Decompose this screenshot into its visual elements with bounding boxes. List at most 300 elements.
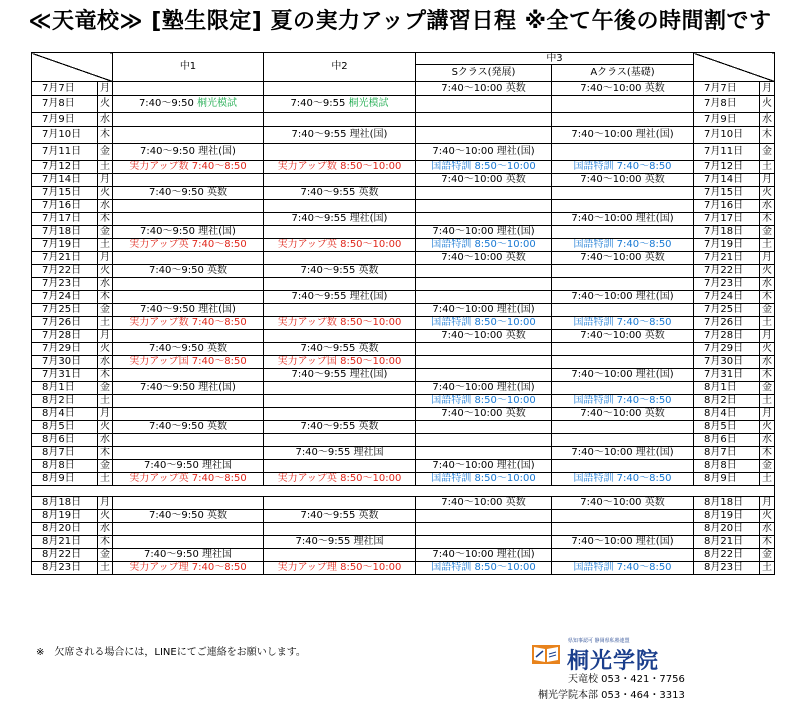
chu3-a-cell: 国語特訓 7:40～8:50 — [552, 317, 694, 330]
table-row — [32, 213, 775, 226]
chu3-s-cell: 7:40～10:00 理社(国) — [416, 460, 552, 473]
page-title: ≪天竜校≫ [塾生限定] 夏の実力アップ講習日程 ※全て午後の時間割です — [28, 9, 772, 34]
weekday-cell-right: 木 — [760, 536, 775, 549]
chu2-cell — [264, 382, 416, 395]
table-row — [32, 497, 775, 510]
table-row — [32, 408, 775, 421]
table-row — [32, 317, 775, 330]
date-cell: 7月14日 — [32, 174, 98, 187]
weekday-cell: 土 — [98, 473, 113, 486]
table-row — [32, 144, 775, 161]
table-row — [32, 239, 775, 252]
chu1-cell: 実力アップ国 7:40～8:50 — [113, 356, 264, 369]
table-row — [32, 369, 775, 382]
table-row — [32, 174, 775, 187]
chu3-s-cell: 7:40～10:00 理社(国) — [416, 382, 552, 395]
date-cell: 7月24日 — [32, 291, 98, 304]
weekday-cell: 火 — [98, 510, 113, 523]
date-cell: 8月1日 — [32, 382, 98, 395]
chu1-cell — [113, 213, 264, 226]
chu3-s-cell: 7:40～10:00 英数 — [416, 252, 552, 265]
footer-note: ※ 欠席される場合には，LINEにてご連絡をお願いします。 — [36, 647, 306, 658]
weekday-cell-right: 月 — [760, 174, 775, 187]
chu2-cell — [264, 113, 416, 127]
weekday-cell: 火 — [98, 421, 113, 434]
weekday-cell-right: 月 — [760, 252, 775, 265]
chu3-a-cell: 7:40～10:00 理社(国) — [552, 369, 694, 382]
chu3-a-cell: 国語特訓 7:40～8:50 — [552, 473, 694, 486]
weekday-cell-right: 木 — [760, 447, 775, 460]
chu2-cell: 実力アップ国 8:50～10:00 — [264, 356, 416, 369]
chu1-cell: 実力アップ英 7:40～8:50 — [113, 239, 264, 252]
table-row — [32, 473, 775, 486]
date-cell: 7月12日 — [32, 161, 98, 174]
table-row — [32, 510, 775, 523]
corner-cell-right — [694, 53, 775, 82]
weekday-cell: 土 — [98, 161, 113, 174]
date-cell-right: 7月28日 — [694, 330, 760, 343]
chu3-a-cell — [552, 200, 694, 213]
table-row — [32, 330, 775, 343]
chu2-time: 7:40～9:55 — [290, 98, 346, 109]
date-cell: 7月10日 — [32, 127, 98, 144]
chu2-cell — [264, 304, 416, 317]
chu2-cell — [264, 395, 416, 408]
chu2-cell — [264, 82, 416, 96]
weekday-cell: 月 — [98, 174, 113, 187]
table-row — [32, 161, 775, 174]
chu3-s-cell — [416, 510, 552, 523]
chu3-s-cell — [416, 213, 552, 226]
chu3-a-cell — [552, 96, 694, 113]
chu2-cell — [264, 226, 416, 239]
chu1-cell — [113, 395, 264, 408]
chu1-cell — [113, 96, 264, 113]
date-cell: 8月8日 — [32, 460, 98, 473]
chu1-cell: 7:40～9:50 理社国 — [113, 460, 264, 473]
table-row — [32, 113, 775, 127]
chu1-cell — [113, 536, 264, 549]
table-row — [32, 421, 775, 434]
chu3-s-cell — [416, 421, 552, 434]
date-cell: 8月23日 — [32, 562, 98, 575]
date-cell: 7月31日 — [32, 369, 98, 382]
weekday-cell-right: 火 — [760, 421, 775, 434]
chu3-s-cell: 7:40～10:00 英数 — [416, 82, 552, 96]
chu1-cell — [113, 278, 264, 291]
table-row — [32, 96, 775, 113]
date-cell-right: 8月19日 — [694, 510, 760, 523]
chu2-cell: 7:40～9:55 理社国 — [264, 447, 416, 460]
date-cell: 7月21日 — [32, 252, 98, 265]
schedule-table — [31, 52, 775, 575]
date-cell: 8月18日 — [32, 497, 98, 510]
date-cell: 7月23日 — [32, 278, 98, 291]
table-row — [32, 304, 775, 317]
date-cell-right: 7月24日 — [694, 291, 760, 304]
chu1-cell: 実力アップ理 7:40～8:50 — [113, 562, 264, 575]
weekday-cell-right: 火 — [760, 187, 775, 200]
chu3-s-cell — [416, 278, 552, 291]
weekday-cell-right: 木 — [760, 291, 775, 304]
date-cell-right: 8月18日 — [694, 497, 760, 510]
date-cell: 7月15日 — [32, 187, 98, 200]
chu1-cell: 7:40～9:50 理社国 — [113, 549, 264, 562]
date-cell: 7月16日 — [32, 200, 98, 213]
weekday-cell: 金 — [98, 549, 113, 562]
chu1-exam-label: 桐光模試 — [197, 98, 238, 109]
weekday-cell: 月 — [98, 82, 113, 96]
chu2-cell: 7:40～9:55 英数 — [264, 510, 416, 523]
weekday-cell: 火 — [98, 265, 113, 278]
chu2-cell — [264, 434, 416, 447]
chu2-cell: 7:40～9:55 理社(国) — [264, 369, 416, 382]
chu3-s-cell — [416, 343, 552, 356]
chu1-cell: 7:40～9:50 英数 — [113, 421, 264, 434]
chu3-a-cell: 国語特訓 7:40～8:50 — [552, 395, 694, 408]
weekday-cell: 木 — [98, 536, 113, 549]
weekday-cell-right: 水 — [760, 200, 775, 213]
table-row — [32, 382, 775, 395]
header-s-class: Sクラス(発展) — [416, 65, 552, 82]
chu3-s-cell: 7:40～10:00 理社(国) — [416, 144, 552, 161]
date-cell: 7月19日 — [32, 239, 98, 252]
table-row — [32, 356, 775, 369]
weekday-cell-right: 土 — [760, 239, 775, 252]
chu3-s-cell: 国語特訓 8:50～10:00 — [416, 395, 552, 408]
weekday-cell-right: 火 — [760, 343, 775, 356]
chu2-cell — [264, 144, 416, 161]
header-chu2: 中2 — [264, 53, 416, 82]
weekday-cell: 木 — [98, 291, 113, 304]
chu3-s-cell — [416, 265, 552, 278]
chu2-cell — [264, 278, 416, 291]
weekday-cell-right: 水 — [760, 113, 775, 127]
weekday-cell: 水 — [98, 523, 113, 536]
chu1-cell: 7:40～9:50 英数 — [113, 265, 264, 278]
table-row — [32, 278, 775, 291]
weekday-cell: 土 — [98, 317, 113, 330]
date-cell: 7月18日 — [32, 226, 98, 239]
chu2-cell: 7:40～9:55 英数 — [264, 343, 416, 356]
weekday-cell-right: 木 — [760, 213, 775, 226]
chu3-a-cell: 7:40～10:00 理社(国) — [552, 213, 694, 226]
chu3-s-cell: 国語特訓 8:50～10:00 — [416, 473, 552, 486]
chu3-a-cell — [552, 278, 694, 291]
chu2-cell: 7:40～9:55 理社(国) — [264, 213, 416, 226]
chu2-cell — [264, 96, 416, 113]
header-chu3: 中3 — [416, 53, 694, 65]
chu1-cell — [113, 127, 264, 144]
chu3-a-cell: 7:40～10:00 英数 — [552, 497, 694, 510]
chu3-s-cell — [416, 291, 552, 304]
chu3-a-cell: 7:40～10:00 英数 — [552, 408, 694, 421]
date-cell-right: 7月30日 — [694, 356, 760, 369]
table-row — [32, 549, 775, 562]
header-a-class: Aクラス(基礎) — [552, 65, 694, 82]
chu3-s-cell — [416, 356, 552, 369]
weekday-cell: 火 — [98, 343, 113, 356]
date-cell-right: 8月1日 — [694, 382, 760, 395]
chu3-s-cell — [416, 127, 552, 144]
date-cell-right: 7月15日 — [694, 187, 760, 200]
weekday-cell: 木 — [98, 369, 113, 382]
weekday-cell: 木 — [98, 447, 113, 460]
chu2-cell — [264, 330, 416, 343]
date-cell-right: 7月23日 — [694, 278, 760, 291]
table-row — [32, 447, 775, 460]
weekday-cell: 金 — [98, 226, 113, 239]
chu1-cell: 7:40～9:50 英数 — [113, 510, 264, 523]
contact-tenryu: 天竜校 053・421・7756 — [568, 674, 685, 685]
date-cell: 7月11日 — [32, 144, 98, 161]
date-cell: 7月7日 — [32, 82, 98, 96]
date-cell-right: 8月21日 — [694, 536, 760, 549]
chu2-cell: 実力アップ英 8:50～10:00 — [264, 473, 416, 486]
chu1-cell — [113, 291, 264, 304]
date-cell-right: 7月29日 — [694, 343, 760, 356]
date-cell: 8月2日 — [32, 395, 98, 408]
chu2-cell: 実力アップ理 8:50～10:00 — [264, 562, 416, 575]
table-row — [32, 460, 775, 473]
weekday-cell-right: 水 — [760, 278, 775, 291]
chu1-cell — [113, 497, 264, 510]
chu3-a-cell — [552, 343, 694, 356]
weekday-cell: 木 — [98, 213, 113, 226]
chu3-s-cell — [416, 536, 552, 549]
weekday-cell: 火 — [98, 96, 113, 113]
chu1-cell: 7:40～9:50 英数 — [113, 187, 264, 200]
weekday-cell-right: 金 — [760, 382, 775, 395]
date-cell: 7月30日 — [32, 356, 98, 369]
chu3-s-cell — [416, 200, 552, 213]
chu3-a-cell — [552, 265, 694, 278]
date-cell: 8月21日 — [32, 536, 98, 549]
date-cell: 8月19日 — [32, 510, 98, 523]
date-cell-right: 8月7日 — [694, 447, 760, 460]
date-cell: 7月29日 — [32, 343, 98, 356]
corner-cell — [32, 53, 113, 82]
chu3-a-cell — [552, 382, 694, 395]
chu3-a-cell — [552, 523, 694, 536]
table-row — [32, 200, 775, 213]
weekday-cell-right: 金 — [760, 144, 775, 161]
table-row — [32, 226, 775, 239]
chu1-cell — [113, 523, 264, 536]
chu1-cell — [113, 447, 264, 460]
chu3-s-cell — [416, 96, 552, 113]
chu3-a-cell: 国語特訓 7:40～8:50 — [552, 562, 694, 575]
date-cell-right: 7月14日 — [694, 174, 760, 187]
chu1-cell: 実力アップ数 7:40～8:50 — [113, 161, 264, 174]
weekday-cell: 金 — [98, 304, 113, 317]
date-cell: 7月8日 — [32, 96, 98, 113]
date-cell-right: 8月6日 — [694, 434, 760, 447]
chu3-a-cell: 7:40～10:00 英数 — [552, 252, 694, 265]
date-cell: 8月6日 — [32, 434, 98, 447]
date-cell: 8月20日 — [32, 523, 98, 536]
weekday-cell-right: 金 — [760, 549, 775, 562]
weekday-cell: 土 — [98, 395, 113, 408]
chu1-cell — [113, 369, 264, 382]
weekday-cell: 金 — [98, 460, 113, 473]
chu3-a-cell: 7:40～10:00 理社(国) — [552, 447, 694, 460]
chu3-a-cell: 7:40～10:00 理社(国) — [552, 291, 694, 304]
chu2-cell: 7:40～9:55 理社国 — [264, 536, 416, 549]
date-cell-right: 7月11日 — [694, 144, 760, 161]
chu3-s-cell: 7:40～10:00 理社(国) — [416, 304, 552, 317]
chu2-cell: 実力アップ数 8:50～10:00 — [264, 317, 416, 330]
chu2-cell: 7:40～9:55 英数 — [264, 265, 416, 278]
chu3-s-cell — [416, 523, 552, 536]
weekday-cell: 土 — [98, 239, 113, 252]
weekday-cell: 月 — [98, 252, 113, 265]
chu1-cell: 7:40～9:50 理社(国) — [113, 304, 264, 317]
chu3-a-cell — [552, 113, 694, 127]
weekday-cell-right: 火 — [760, 265, 775, 278]
chu2-cell — [264, 549, 416, 562]
date-cell-right: 8月5日 — [694, 421, 760, 434]
school-logo — [531, 635, 721, 674]
date-cell-right: 8月22日 — [694, 549, 760, 562]
date-cell-right: 8月2日 — [694, 395, 760, 408]
weekday-cell-right: 水 — [760, 523, 775, 536]
date-cell-right: 7月17日 — [694, 213, 760, 226]
weekday-cell-right: 土 — [760, 395, 775, 408]
chu2-cell: 7:40～9:55 英数 — [264, 187, 416, 200]
weekday-cell: 月 — [98, 408, 113, 421]
chu3-s-cell — [416, 434, 552, 447]
chu1-cell — [113, 252, 264, 265]
weekday-cell: 木 — [98, 127, 113, 144]
chu3-a-cell: 7:40～10:00 英数 — [552, 174, 694, 187]
chu1-cell — [113, 434, 264, 447]
chu3-s-cell: 7:40～10:00 英数 — [416, 408, 552, 421]
weekday-cell-right: 月 — [760, 408, 775, 421]
date-cell-right: 7月8日 — [694, 96, 760, 113]
weekday-cell-right: 月 — [760, 330, 775, 343]
date-cell: 7月9日 — [32, 113, 98, 127]
date-cell-right: 8月9日 — [694, 473, 760, 486]
chu3-s-cell: 国語特訓 8:50～10:00 — [416, 317, 552, 330]
date-cell-right: 8月20日 — [694, 523, 760, 536]
weekday-cell-right: 月 — [760, 82, 775, 96]
chu3-a-cell — [552, 510, 694, 523]
chu3-a-cell: 7:40～10:00 理社(国) — [552, 536, 694, 549]
date-cell: 7月22日 — [32, 265, 98, 278]
chu1-cell — [113, 174, 264, 187]
weekday-cell: 水 — [98, 200, 113, 213]
weekday-cell: 水 — [98, 278, 113, 291]
table-row — [32, 252, 775, 265]
weekday-cell: 水 — [98, 113, 113, 127]
date-cell-right: 7月12日 — [694, 161, 760, 174]
chu3-a-cell — [552, 226, 694, 239]
chu2-exam-label: 桐光模試 — [348, 98, 389, 109]
chu3-s-cell — [416, 113, 552, 127]
weekday-cell-right: 火 — [760, 96, 775, 113]
chu3-a-cell — [552, 144, 694, 161]
date-cell: 7月25日 — [32, 304, 98, 317]
contact-hq: 桐光学院本部 053・464・3313 — [538, 690, 685, 701]
weekday-cell: 火 — [98, 187, 113, 200]
chu3-s-cell: 国語特訓 8:50～10:00 — [416, 239, 552, 252]
chu1-cell — [113, 200, 264, 213]
date-cell-right: 8月23日 — [694, 562, 760, 575]
logo-accreditation: 県知事認可 静岡県私塾連盟 — [568, 638, 630, 644]
chu3-s-cell — [416, 187, 552, 200]
chu2-cell — [264, 460, 416, 473]
chu1-cell — [113, 408, 264, 421]
chu2-cell — [264, 174, 416, 187]
chu1-cell: 7:40～9:50 英数 — [113, 343, 264, 356]
chu3-a-cell — [552, 421, 694, 434]
date-cell-right: 7月9日 — [694, 113, 760, 127]
chu1-cell: 実力アップ数 7:40～8:50 — [113, 317, 264, 330]
weekday-cell-right: 土 — [760, 562, 775, 575]
date-cell: 8月9日 — [32, 473, 98, 486]
chu3-s-cell: 7:40～10:00 英数 — [416, 497, 552, 510]
date-cell: 8月7日 — [32, 447, 98, 460]
table-row — [32, 523, 775, 536]
chu1-cell — [113, 82, 264, 96]
table-row — [32, 343, 775, 356]
weekday-cell-right: 土 — [760, 473, 775, 486]
date-cell: 8月22日 — [32, 549, 98, 562]
chu3-s-cell — [416, 369, 552, 382]
chu3-a-cell: 7:40～10:00 理社(国) — [552, 127, 694, 144]
date-cell-right: 7月26日 — [694, 317, 760, 330]
chu1-time: 7:40～9:50 — [138, 98, 194, 109]
chu3-a-cell — [552, 304, 694, 317]
weekday-cell-right: 土 — [760, 161, 775, 174]
date-cell-right: 7月22日 — [694, 265, 760, 278]
chu3-s-cell: 7:40～10:00 英数 — [416, 330, 552, 343]
logo-name: 桐光学院 — [567, 649, 660, 674]
chu3-a-cell — [552, 549, 694, 562]
chu3-a-cell: 7:40～10:00 英数 — [552, 330, 694, 343]
date-cell-right: 8月8日 — [694, 460, 760, 473]
chu2-cell: 7:40～9:55 英数 — [264, 421, 416, 434]
chu2-cell: 実力アップ英 8:50～10:00 — [264, 239, 416, 252]
weekday-cell-right: 金 — [760, 304, 775, 317]
chu1-cell: 7:40～9:50 理社(国) — [113, 382, 264, 395]
chu2-cell — [264, 497, 416, 510]
chu1-cell — [113, 330, 264, 343]
chu3-a-cell: 7:40～10:00 英数 — [552, 82, 694, 96]
chu2-cell: 7:40～9:55 理社(国) — [264, 127, 416, 144]
date-cell-right: 7月7日 — [694, 82, 760, 96]
weekday-cell: 水 — [98, 434, 113, 447]
table-row — [32, 434, 775, 447]
weekday-cell-right: 金 — [760, 226, 775, 239]
spacer-cell — [32, 486, 775, 497]
table-row — [32, 536, 775, 549]
chu3-a-cell — [552, 356, 694, 369]
date-cell-right: 8月4日 — [694, 408, 760, 421]
chu1-cell: 7:40～9:50 理社(国) — [113, 226, 264, 239]
chu3-s-cell: 7:40～10:00 理社(国) — [416, 549, 552, 562]
chu3-s-cell: 7:40～10:00 英数 — [416, 174, 552, 187]
weekday-cell-right: 水 — [760, 356, 775, 369]
chu3-s-cell — [416, 447, 552, 460]
chu3-s-cell: 国語特訓 8:50～10:00 — [416, 161, 552, 174]
table-row — [32, 82, 775, 96]
date-cell: 7月17日 — [32, 213, 98, 226]
date-cell-right: 7月21日 — [694, 252, 760, 265]
date-cell: 8月4日 — [32, 408, 98, 421]
table-row — [32, 291, 775, 304]
